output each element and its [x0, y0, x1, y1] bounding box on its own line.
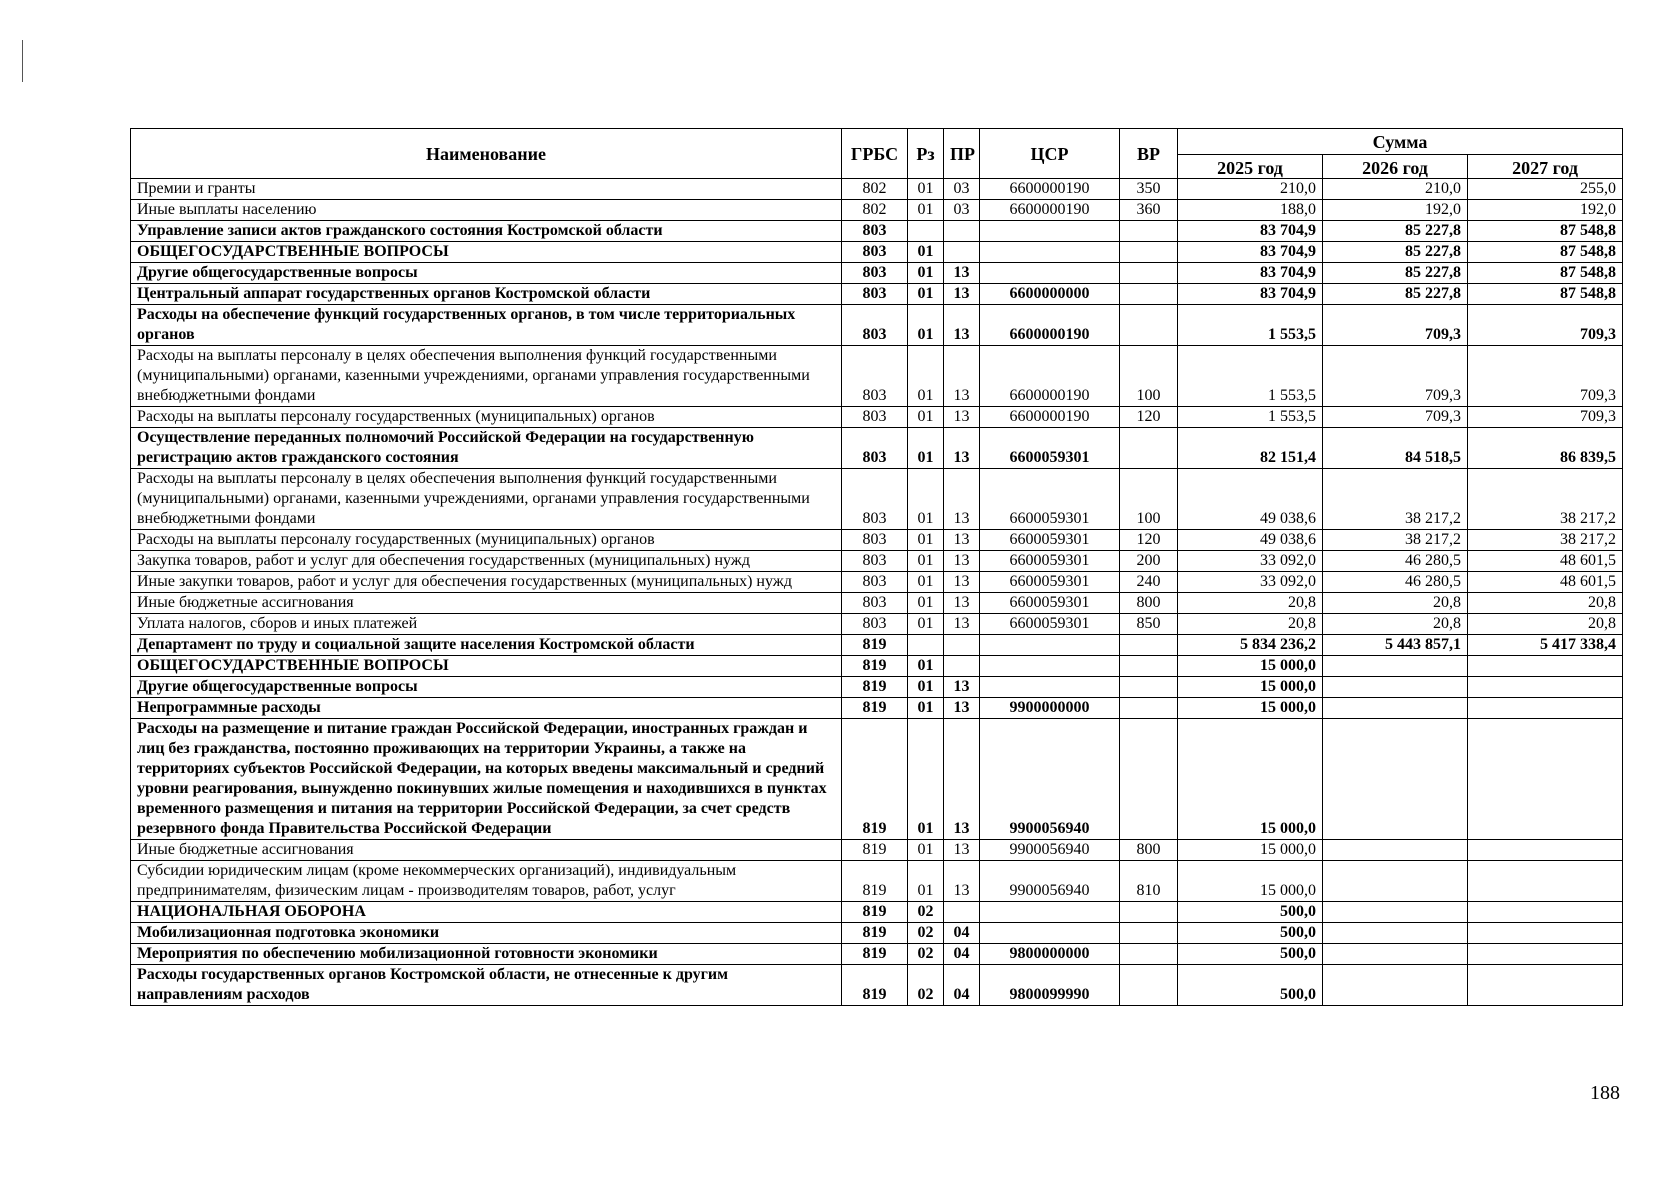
- table-row: [131, 923, 1623, 944]
- cell-name: Премии и гранты: [131, 179, 842, 200]
- cell-2026: 20,8: [1323, 614, 1468, 635]
- cell-pr: [944, 902, 980, 923]
- table-row: [131, 965, 1623, 1006]
- cell-csr: 6600059301: [980, 469, 1120, 530]
- cell-vr: [1120, 656, 1178, 677]
- cell-2026: [1323, 656, 1468, 677]
- cell-name: Расходы на размещение и питание граждан Российской Федерации, иностранных граждан и лиц без гражданства, постоянно проживающих на территории Украины, а также на территориях субъектов Российской Федерации, на которых введены максимальный и средний уровни реагирования, вынужденно покинувших жилые помещения и находившихся в пунктах временного размещения и питания на территории Российской Федерации, за счет средств резервного фонда Правительства Российской Федерации: [131, 719, 842, 840]
- cell-2025: 83 704,9: [1178, 242, 1323, 263]
- cell-grbs: 803: [842, 572, 908, 593]
- cell-2025: 1 553,5: [1178, 305, 1323, 346]
- cell-2025: 49 038,6: [1178, 469, 1323, 530]
- cell-name: Непрограммные расходы: [131, 698, 842, 719]
- cell-2027: 87 548,8: [1468, 221, 1623, 242]
- table-row: [131, 263, 1623, 284]
- cell-grbs: 819: [842, 698, 908, 719]
- cell-rz: 01: [908, 407, 944, 428]
- cell-rz: 01: [908, 200, 944, 221]
- cell-2026: [1323, 840, 1468, 861]
- cell-pr: 03: [944, 200, 980, 221]
- cell-2026: 38 217,2: [1323, 469, 1468, 530]
- cell-csr: [980, 263, 1120, 284]
- cell-vr: 800: [1120, 840, 1178, 861]
- cell-2026: [1323, 719, 1468, 840]
- cell-2025: 500,0: [1178, 902, 1323, 923]
- cell-rz: 01: [908, 861, 944, 902]
- cell-pr: 13: [944, 530, 980, 551]
- cell-csr: 6600059301: [980, 551, 1120, 572]
- cell-vr: 100: [1120, 346, 1178, 407]
- cell-rz: 02: [908, 944, 944, 965]
- cell-rz: 01: [908, 551, 944, 572]
- cell-name: Департамент по труду и социальной защите населения Костромской области: [131, 635, 842, 656]
- cell-2026: 709,3: [1323, 407, 1468, 428]
- cell-csr: 6600000190: [980, 179, 1120, 200]
- cell-grbs: 819: [842, 677, 908, 698]
- cell-2025: 82 151,4: [1178, 428, 1323, 469]
- cell-2026: 85 227,8: [1323, 221, 1468, 242]
- cell-2027: 709,3: [1468, 407, 1623, 428]
- cell-2027: 87 548,8: [1468, 242, 1623, 263]
- cell-2027: 48 601,5: [1468, 551, 1623, 572]
- cell-2026: 709,3: [1323, 346, 1468, 407]
- cell-vr: [1120, 944, 1178, 965]
- cell-rz: 01: [908, 677, 944, 698]
- cell-rz: 01: [908, 346, 944, 407]
- cell-2027: 86 839,5: [1468, 428, 1623, 469]
- cell-pr: 13: [944, 698, 980, 719]
- cell-name: Расходы на выплаты персоналу в целях обеспечения выполнения функций государственными (муниципальными) органами, казенными учреждениями, органами управления государственными внебюджетными фондами: [131, 346, 842, 407]
- cell-name: Иные бюджетные ассигнования: [131, 840, 842, 861]
- cell-2026: 85 227,8: [1323, 284, 1468, 305]
- cell-grbs: 819: [842, 965, 908, 1006]
- cell-2026: 46 280,5: [1323, 572, 1468, 593]
- cell-vr: 350: [1120, 179, 1178, 200]
- header-year-2027: 2027 год: [1468, 155, 1623, 179]
- table-row: [131, 698, 1623, 719]
- cell-2026: [1323, 902, 1468, 923]
- cell-2026: 210,0: [1323, 179, 1468, 200]
- cell-grbs: 803: [842, 346, 908, 407]
- table-row: [131, 551, 1623, 572]
- cell-vr: 240: [1120, 572, 1178, 593]
- cell-pr: 13: [944, 614, 980, 635]
- table-row: [131, 861, 1623, 902]
- cell-name: Расходы на обеспечение функций государственных органов, в том числе территориальных органов: [131, 305, 842, 346]
- cell-csr: 6600000190: [980, 200, 1120, 221]
- cell-name: Расходы на выплаты персоналу в целях обеспечения выполнения функций государственными (муниципальными) органами, казенными учреждениями, органами управления государственными внебюджетными фондами: [131, 469, 842, 530]
- cell-vr: 120: [1120, 407, 1178, 428]
- cell-pr: [944, 242, 980, 263]
- cell-grbs: 803: [842, 284, 908, 305]
- cell-rz: 01: [908, 719, 944, 840]
- cell-2027: 38 217,2: [1468, 530, 1623, 551]
- cell-rz: 01: [908, 428, 944, 469]
- cell-grbs: 819: [842, 635, 908, 656]
- table-row: [131, 407, 1623, 428]
- cell-csr: [980, 221, 1120, 242]
- cell-rz: 01: [908, 530, 944, 551]
- cell-2026: [1323, 965, 1468, 1006]
- cell-csr: 6600059301: [980, 428, 1120, 469]
- table-row: [131, 428, 1623, 469]
- cell-vr: [1120, 698, 1178, 719]
- table-row: [131, 840, 1623, 861]
- cell-grbs: 819: [842, 902, 908, 923]
- cell-grbs: 803: [842, 614, 908, 635]
- cell-2027: 192,0: [1468, 200, 1623, 221]
- cell-2026: [1323, 861, 1468, 902]
- cell-2027: 87 548,8: [1468, 263, 1623, 284]
- cell-csr: 9900056940: [980, 719, 1120, 840]
- table-body: [131, 179, 1623, 1006]
- cell-name: Закупка товаров, работ и услуг для обеспечения государственных (муниципальных) нужд: [131, 551, 842, 572]
- cell-rz: 02: [908, 923, 944, 944]
- cell-csr: 9800099990: [980, 965, 1120, 1006]
- cell-2025: 15 000,0: [1178, 677, 1323, 698]
- cell-2025: 20,8: [1178, 614, 1323, 635]
- cell-2026: 84 518,5: [1323, 428, 1468, 469]
- cell-2027: 38 217,2: [1468, 469, 1623, 530]
- header-pr: ПР: [944, 129, 980, 179]
- cell-2026: [1323, 698, 1468, 719]
- cell-2027: [1468, 861, 1623, 902]
- cell-grbs: 803: [842, 469, 908, 530]
- cell-csr: 9900056940: [980, 861, 1120, 902]
- cell-2025: 1 553,5: [1178, 346, 1323, 407]
- cell-pr: 13: [944, 263, 980, 284]
- cell-grbs: 802: [842, 179, 908, 200]
- cell-2027: [1468, 902, 1623, 923]
- cell-grbs: 803: [842, 242, 908, 263]
- cell-name: Мобилизационная подготовка экономики: [131, 923, 842, 944]
- cell-pr: 13: [944, 428, 980, 469]
- cell-2025: 500,0: [1178, 944, 1323, 965]
- cell-csr: 6600059301: [980, 614, 1120, 635]
- table-row: [131, 530, 1623, 551]
- cell-csr: 9900056940: [980, 840, 1120, 861]
- cell-pr: 03: [944, 179, 980, 200]
- cell-vr: [1120, 221, 1178, 242]
- cell-vr: [1120, 677, 1178, 698]
- cell-grbs: 819: [842, 923, 908, 944]
- cell-pr: [944, 656, 980, 677]
- cell-pr: [944, 221, 980, 242]
- cell-rz: 01: [908, 840, 944, 861]
- cell-2027: 709,3: [1468, 346, 1623, 407]
- cell-2025: 20,8: [1178, 593, 1323, 614]
- header-year-2025: 2025 год: [1178, 155, 1323, 179]
- cell-csr: 9900000000: [980, 698, 1120, 719]
- cell-name: ОБЩЕГОСУДАРСТВЕННЫЕ ВОПРОСЫ: [131, 242, 842, 263]
- cell-csr: [980, 656, 1120, 677]
- cell-name: Другие общегосударственные вопросы: [131, 677, 842, 698]
- cell-2025: 500,0: [1178, 965, 1323, 1006]
- cell-rz: 01: [908, 242, 944, 263]
- cell-2025: 1 553,5: [1178, 407, 1323, 428]
- cell-name: Иные закупки товаров, работ и услуг для обеспечения государственных (муниципальных) нужд: [131, 572, 842, 593]
- budget-table: [130, 128, 1623, 1006]
- cell-rz: 01: [908, 305, 944, 346]
- cell-vr: 100: [1120, 469, 1178, 530]
- table-row: [131, 944, 1623, 965]
- cell-grbs: 803: [842, 593, 908, 614]
- cell-2027: [1468, 677, 1623, 698]
- cell-2025: 83 704,9: [1178, 263, 1323, 284]
- cell-2027: [1468, 923, 1623, 944]
- cell-2026: 20,8: [1323, 593, 1468, 614]
- cell-rz: 01: [908, 593, 944, 614]
- cell-grbs: 803: [842, 305, 908, 346]
- cell-vr: [1120, 635, 1178, 656]
- cell-2026: 192,0: [1323, 200, 1468, 221]
- cell-2025: 15 000,0: [1178, 698, 1323, 719]
- cell-vr: [1120, 284, 1178, 305]
- cell-name: Расходы государственных органов Костромской области, не отнесенные к другим направлениям расходов: [131, 965, 842, 1006]
- cell-2027: [1468, 698, 1623, 719]
- cell-2025: 33 092,0: [1178, 551, 1323, 572]
- cell-2027: [1468, 944, 1623, 965]
- cell-pr: 13: [944, 346, 980, 407]
- cell-rz: [908, 221, 944, 242]
- cell-2025: 15 000,0: [1178, 719, 1323, 840]
- cell-pr: 13: [944, 551, 980, 572]
- cell-grbs: 803: [842, 530, 908, 551]
- cell-grbs: 819: [842, 944, 908, 965]
- cell-2027: [1468, 719, 1623, 840]
- cell-pr: 13: [944, 861, 980, 902]
- cell-grbs: 803: [842, 551, 908, 572]
- cell-2025: 188,0: [1178, 200, 1323, 221]
- table-row: [131, 719, 1623, 840]
- cell-2026: 85 227,8: [1323, 242, 1468, 263]
- cell-2025: 210,0: [1178, 179, 1323, 200]
- cell-name: Расходы на выплаты персоналу государственных (муниципальных) органов: [131, 407, 842, 428]
- table-row: [131, 614, 1623, 635]
- cell-2026: 709,3: [1323, 305, 1468, 346]
- table-row: [131, 200, 1623, 221]
- cell-name: Управление записи актов гражданского состояния Костромской области: [131, 221, 842, 242]
- cell-csr: 6600000190: [980, 346, 1120, 407]
- cell-2027: 87 548,8: [1468, 284, 1623, 305]
- cell-pr: 13: [944, 572, 980, 593]
- cell-vr: 360: [1120, 200, 1178, 221]
- table-row: [131, 572, 1623, 593]
- table-row: [131, 221, 1623, 242]
- table-header: [131, 129, 1623, 179]
- cell-2026: [1323, 944, 1468, 965]
- cell-2025: 15 000,0: [1178, 861, 1323, 902]
- table-row: [131, 305, 1623, 346]
- cell-vr: [1120, 902, 1178, 923]
- cell-2027: 48 601,5: [1468, 572, 1623, 593]
- cell-vr: [1120, 263, 1178, 284]
- cell-vr: 800: [1120, 593, 1178, 614]
- cell-vr: 200: [1120, 551, 1178, 572]
- table-row: [131, 242, 1623, 263]
- cell-rz: 01: [908, 284, 944, 305]
- cell-pr: 13: [944, 719, 980, 840]
- cell-2027: 20,8: [1468, 593, 1623, 614]
- table-row: [131, 179, 1623, 200]
- cell-2026: [1323, 923, 1468, 944]
- cell-2025: 5 834 236,2: [1178, 635, 1323, 656]
- cell-vr: [1120, 719, 1178, 840]
- cell-vr: [1120, 428, 1178, 469]
- cell-grbs: 819: [842, 719, 908, 840]
- cell-name: Иные бюджетные ассигнования: [131, 593, 842, 614]
- cell-name: Иные выплаты населению: [131, 200, 842, 221]
- cell-pr: 04: [944, 923, 980, 944]
- cell-pr: [944, 635, 980, 656]
- header-vr: ВР: [1120, 129, 1178, 179]
- cell-2025: 83 704,9: [1178, 221, 1323, 242]
- cell-pr: 13: [944, 677, 980, 698]
- cell-rz: 01: [908, 263, 944, 284]
- cell-name: Центральный аппарат государственных органов Костромской области: [131, 284, 842, 305]
- cell-pr: 13: [944, 305, 980, 346]
- cell-rz: 01: [908, 698, 944, 719]
- cell-pr: 13: [944, 407, 980, 428]
- table-row: [131, 284, 1623, 305]
- cell-csr: 6600059301: [980, 593, 1120, 614]
- header-name: Наименование: [131, 129, 842, 179]
- cell-name: Уплата налогов, сборов и иных платежей: [131, 614, 842, 635]
- cell-grbs: 819: [842, 656, 908, 677]
- cell-name: Расходы на выплаты персоналу государственных (муниципальных) органов: [131, 530, 842, 551]
- cell-2025: 15 000,0: [1178, 840, 1323, 861]
- cell-csr: [980, 923, 1120, 944]
- cell-csr: 9800000000: [980, 944, 1120, 965]
- cell-grbs: 803: [842, 263, 908, 284]
- cell-rz: 01: [908, 469, 944, 530]
- cell-rz: 02: [908, 902, 944, 923]
- cell-grbs: 803: [842, 221, 908, 242]
- cell-csr: 6600000000: [980, 284, 1120, 305]
- cell-2027: 5 417 338,4: [1468, 635, 1623, 656]
- cell-pr: 13: [944, 593, 980, 614]
- cell-vr: [1120, 242, 1178, 263]
- table-row: [131, 469, 1623, 530]
- cell-csr: 6600059301: [980, 530, 1120, 551]
- cell-2027: [1468, 656, 1623, 677]
- cell-2026: [1323, 677, 1468, 698]
- cell-2027: [1468, 840, 1623, 861]
- cell-vr: [1120, 965, 1178, 1006]
- cell-2027: 255,0: [1468, 179, 1623, 200]
- cell-grbs: 803: [842, 407, 908, 428]
- header-rz: Рз: [908, 129, 944, 179]
- cell-vr: [1120, 305, 1178, 346]
- cell-pr: 04: [944, 944, 980, 965]
- header-year-2026: 2026 год: [1323, 155, 1468, 179]
- cell-name: Осуществление переданных полномочий Российской Федерации на государственную регистрацию актов гражданского состояния: [131, 428, 842, 469]
- cell-2025: 83 704,9: [1178, 284, 1323, 305]
- cell-2025: 49 038,6: [1178, 530, 1323, 551]
- cell-vr: 850: [1120, 614, 1178, 635]
- table-row: [131, 677, 1623, 698]
- cell-csr: 6600000190: [980, 407, 1120, 428]
- cell-2026: 85 227,8: [1323, 263, 1468, 284]
- cell-csr: [980, 242, 1120, 263]
- header-csr: ЦСР: [980, 129, 1120, 179]
- cell-pr: 13: [944, 284, 980, 305]
- cell-2025: 15 000,0: [1178, 656, 1323, 677]
- cell-vr: 120: [1120, 530, 1178, 551]
- cell-rz: 01: [908, 656, 944, 677]
- page-number: 188: [1590, 1082, 1620, 1104]
- cell-grbs: 819: [842, 840, 908, 861]
- margin-mark: [22, 40, 23, 82]
- cell-2025: 33 092,0: [1178, 572, 1323, 593]
- header-sum: Сумма: [1178, 129, 1623, 155]
- cell-csr: 6600000190: [980, 305, 1120, 346]
- cell-name: Другие общегосударственные вопросы: [131, 263, 842, 284]
- cell-2025: 500,0: [1178, 923, 1323, 944]
- cell-name: ОБЩЕГОСУДАРСТВЕННЫЕ ВОПРОСЫ: [131, 656, 842, 677]
- cell-pr: 04: [944, 965, 980, 1006]
- cell-pr: 13: [944, 840, 980, 861]
- cell-rz: 01: [908, 614, 944, 635]
- cell-csr: [980, 635, 1120, 656]
- cell-grbs: 803: [842, 428, 908, 469]
- cell-vr: [1120, 923, 1178, 944]
- table-row: [131, 593, 1623, 614]
- header-grbs: ГРБС: [842, 129, 908, 179]
- cell-rz: 01: [908, 179, 944, 200]
- cell-grbs: 802: [842, 200, 908, 221]
- cell-csr: [980, 902, 1120, 923]
- table-row: [131, 902, 1623, 923]
- cell-rz: [908, 635, 944, 656]
- cell-pr: 13: [944, 469, 980, 530]
- table-row: [131, 346, 1623, 407]
- cell-vr: 810: [1120, 861, 1178, 902]
- cell-name: Субсидии юридическим лицам (кроме некоммерческих организаций), индивидуальным предпринимателям, физическим лицам - производителям товаров, работ, услуг: [131, 861, 842, 902]
- cell-2026: 46 280,5: [1323, 551, 1468, 572]
- cell-name: Мероприятия по обеспечению мобилизационной готовности экономики: [131, 944, 842, 965]
- cell-name: НАЦИОНАЛЬНАЯ ОБОРОНА: [131, 902, 842, 923]
- cell-2026: 5 443 857,1: [1323, 635, 1468, 656]
- table-row: [131, 635, 1623, 656]
- cell-csr: 6600059301: [980, 572, 1120, 593]
- cell-rz: 01: [908, 572, 944, 593]
- cell-csr: [980, 677, 1120, 698]
- cell-2027: 20,8: [1468, 614, 1623, 635]
- cell-2026: 38 217,2: [1323, 530, 1468, 551]
- table-row: [131, 656, 1623, 677]
- cell-rz: 02: [908, 965, 944, 1006]
- cell-grbs: 819: [842, 861, 908, 902]
- cell-2027: 709,3: [1468, 305, 1623, 346]
- cell-2027: [1468, 965, 1623, 1006]
